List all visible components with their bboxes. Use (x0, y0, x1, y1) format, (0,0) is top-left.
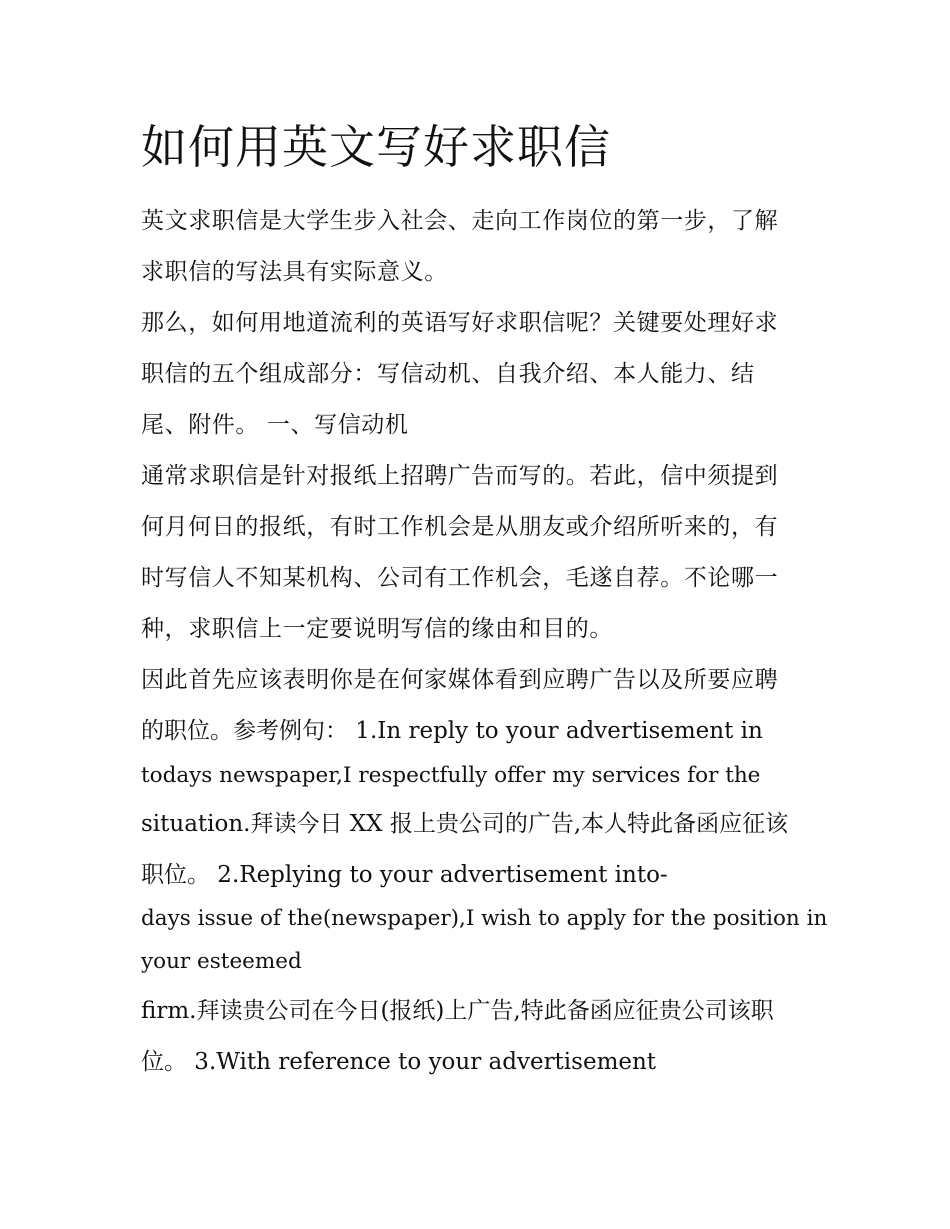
paragraph-line: 那么，如何用地道流利的英语写好求职信呢？关键要处理好求 (141, 310, 779, 336)
paragraph-line: 通常求职信是针对报纸上招聘广告而写的。若此，信中须提到 (141, 463, 779, 489)
paragraph-line: 种，求职信上一定要说明写信的缘由和目的。 (141, 616, 613, 642)
paragraph-line: situation.拜读今日 XX 报上贵公司的广告,本人特此备函应征该 (141, 811, 789, 837)
paragraph-line: days issue of the(newspaper),I wish to apply for the position in (141, 906, 828, 931)
paragraph-line: 英文求职信是大学生步入社会、走向工作岗位的第一步，了解 (141, 208, 779, 234)
paragraph-line: 因此首先应该表明你是在何家媒体看到应聘广告以及所要应聘 (141, 667, 779, 693)
paragraph-line: your esteemed (141, 949, 302, 974)
paragraph-line: 尾、附件。 一、写信动机 (141, 412, 409, 438)
paragraph-line: 位。 3.With reference to your advertisement (141, 1049, 657, 1075)
paragraph-line: todays newspaper,I respectfully offer my services for the (141, 763, 761, 788)
paragraph-line: 职信的五个组成部分：写信动机、自我介绍、本人能力、结 (141, 361, 755, 387)
paragraph-line: 求职信的写法具有实际意义。 (141, 259, 448, 285)
paragraph-line: 职位。 2.Replying to your advertisement into- (141, 862, 668, 888)
paragraph-line: firm.拜读贵公司在今日(报纸)上广告,特此备函应征贵公司该职 (141, 998, 774, 1024)
paragraph-line: 何月何日的报纸，有时工作机会是从朋友或介绍所听来的，有 (141, 514, 779, 540)
page-title: 如何用英文写好求职信 (141, 120, 611, 174)
paragraph-line: 时写信人不知某机构、公司有工作机会，毛遂自荐。不论哪一 (141, 565, 779, 591)
paragraph-line: 的职位。参考例句： 1.In reply to your advertisement in (141, 718, 763, 744)
